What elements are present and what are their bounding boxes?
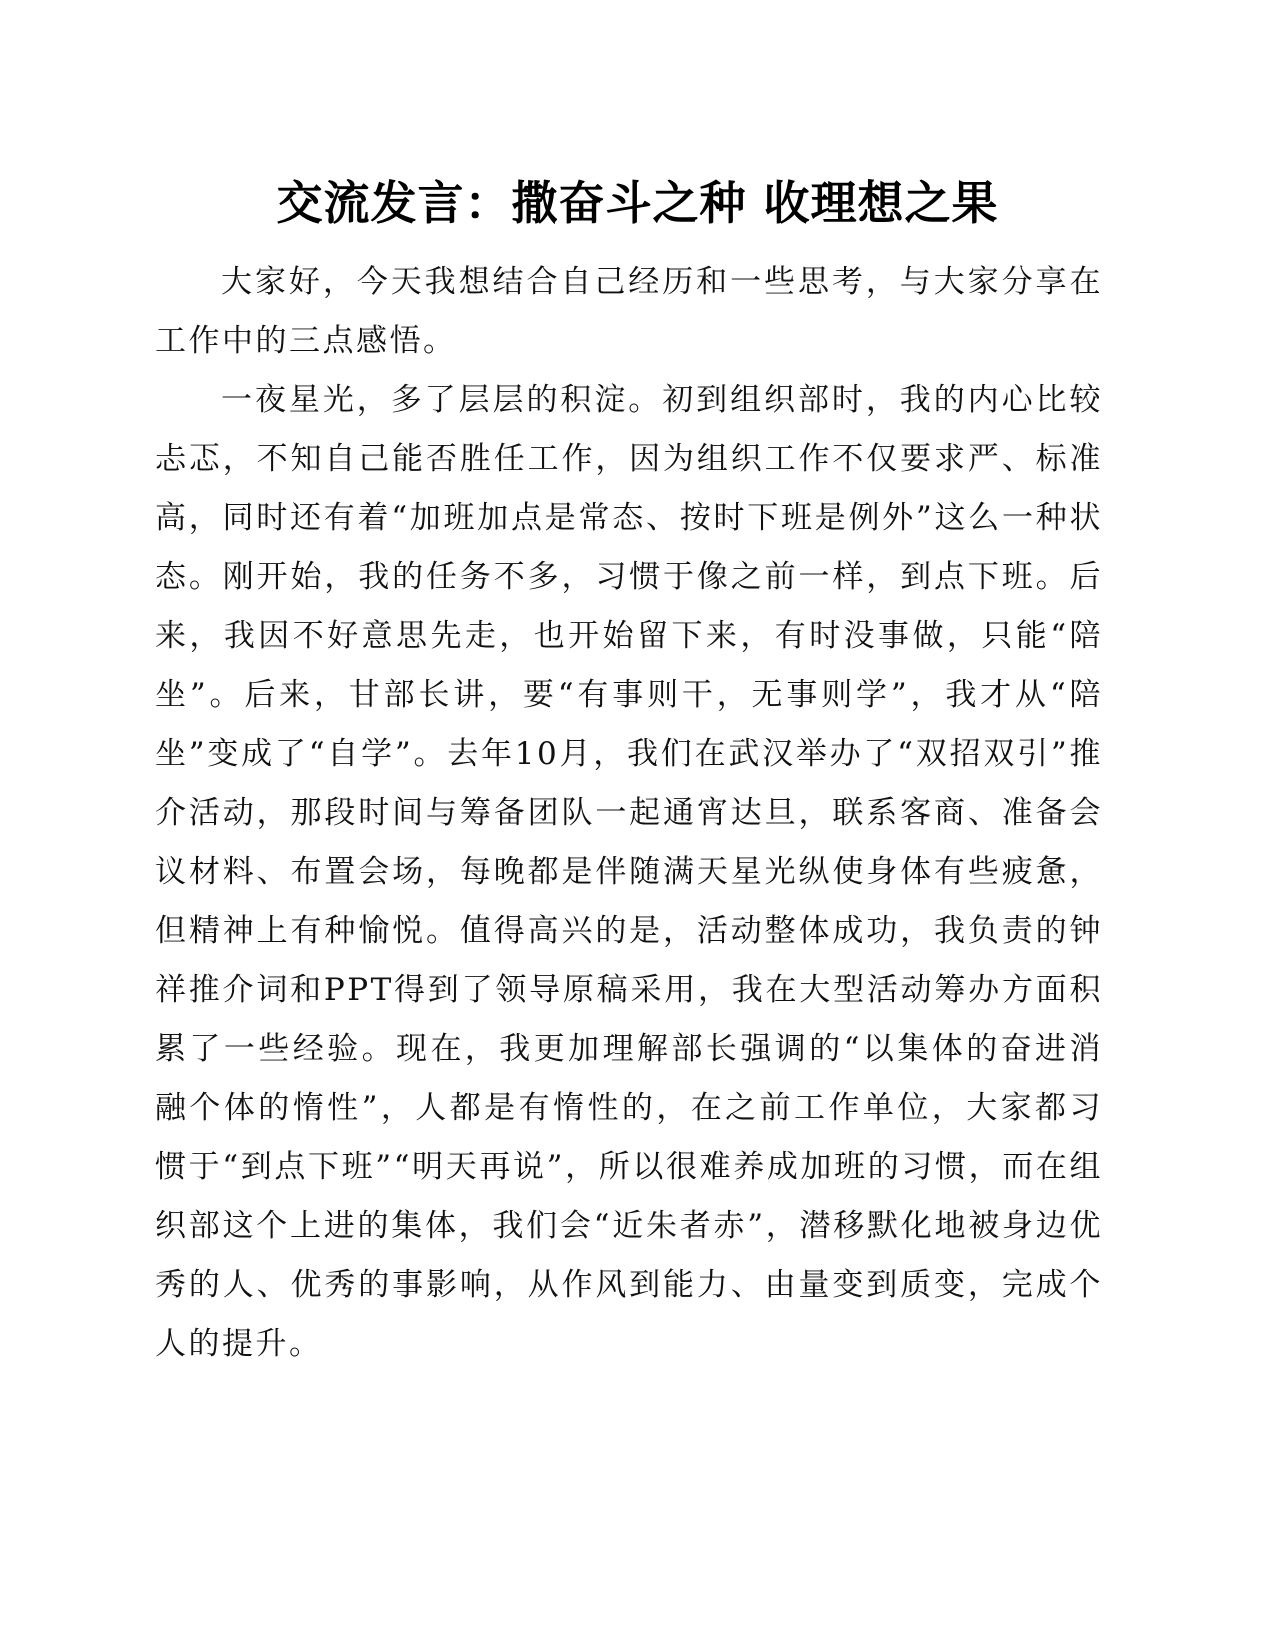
document-title: 交流发言：撒奋斗之种 收理想之果 [276, 176, 999, 230]
document-body [155, 253, 1103, 1374]
paragraph-first-insight: 一夜星光，多了层层的积淀。初到组织部时，我的内心比较忐忑，不知自己能否胜任工作，因为组织工作不仅要求严、标准高，同时还有着“加班加点是常态、按时下班是例外”这么一种状态。刚开始，我的任务不多，习惯于像之前一样，到点下班。后来，我因不好意思先走，也开始留下来，有时没事做，只能“陪坐”。后来，甘部长讲，要“有事则干，无事则学”，我才从“陪坐”变成了“自学”。去年10月，我们在武汉举办了“双招双引”推介活动，那段时间与筹备团队一起通宵达旦，联系客商、准备会议材料、布置会场，每晚都是伴随满天星光纵使身体有些疲惫，但精神上有种愉悦。值得高兴的是，活动整体成功，我负责的钟祥推介词和PPT得到了领导原稿采用，我在大型活动筹办方面积累了一些经验。现在，我更加理解部长强调的“以集体的奋进消融个体的惰性”，人都是有惰性的，在之前工作单位，大家都习惯于“到点下班”“明天再说”，所以很难养成加班的习惯，而在组织部这个上进的集体，我们会“近朱者赤”，潜移默化地被身边优秀的人、优秀的事影响，从作风到能力、由量变到质变，完成个人的提升。 [155, 382, 1103, 1362]
paragraph-intro: 大家好，今天我想结合自己经历和一些思考，与大家分享在工作中的三点感悟。 [155, 264, 1103, 359]
